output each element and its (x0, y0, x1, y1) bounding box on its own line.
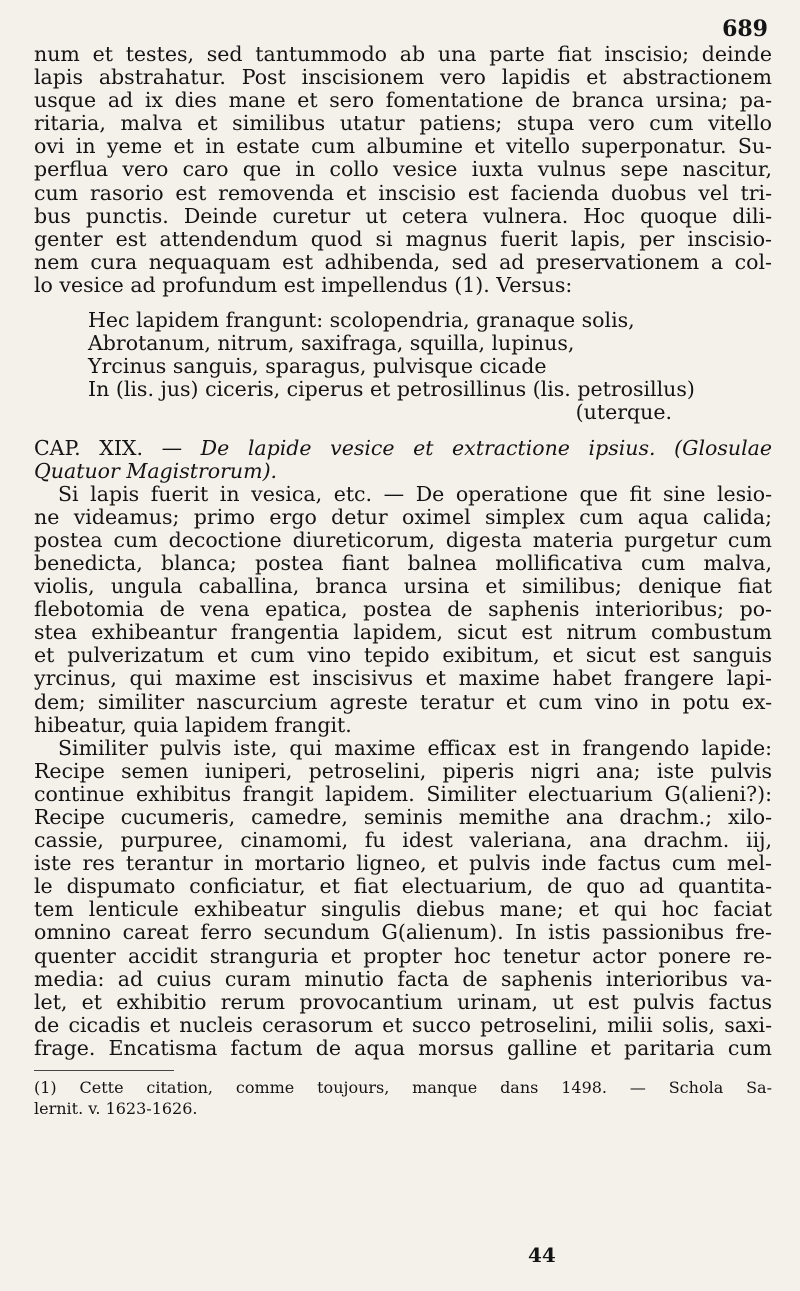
text-line: frage. Encatisma factum de aqua morsus galline et paritaria cum (34, 1036, 772, 1060)
text-line: Recipe cucumeris, camedre, seminis memithe ana drachm.; xilo- (34, 806, 772, 829)
book-page (34, 0, 772, 1291)
text-line: ovi in yeme et in estate cum albumine et vitello superponatur. Su- (34, 135, 772, 159)
text-line: Recipe semen iuniperi, petroselini, piperis nigri ana; iste pulvis (34, 759, 772, 783)
verse-line: Hec lapidem frangunt: scolopendria, granaque solis, (88, 308, 635, 333)
text-line: yrcinus, qui maxime est inscisivus et maxime habet frangere lapi- (34, 667, 772, 691)
text-line: genter est attendendum quod si magnus fuerit lapis, per inscisio- (34, 227, 772, 251)
chapter-title-continued: Quatuor Magistrorum). (34, 459, 278, 483)
footnote-line: (1) Cette citation, comme toujours, manque dans 1498. — Schola Sa- (34, 1078, 772, 1098)
text-line: flebotomia de vena epatica, postea de saphenis interioribus; po- (34, 598, 772, 622)
chapter-title: — De lapide vesice et extractione ipsius. (Glosulae (161, 436, 772, 460)
text-line: cassie, purpuree, cinamomi, fu idest valeriana, ana drachm. iij, (34, 829, 772, 853)
text-line: benedicta, blanca; postea fiant balnea mollificativa cum malva, (34, 551, 772, 575)
verse-line: (uterque. (575, 400, 672, 425)
page-number: 689 (722, 16, 768, 42)
text-line: ne videamus; primo ergo detur oximel simplex cum aqua calida; (34, 505, 772, 529)
text-line: et pulverizatum et cum vino tepido exibitum, et sicut est sanguis (34, 644, 772, 668)
text-line: Similiter pulvis iste, qui maxime efficax est in frangendo lapide: (58, 736, 772, 760)
text-line: let, et exhibitio rerum provocantium urinam, ut est pulvis factus (34, 990, 772, 1014)
footnote-rule (34, 1070, 174, 1071)
text-line: cum rasorio est removenda et inscisio est facienda duobus vel tri- (34, 181, 772, 205)
signature-mark: 44 (528, 1243, 556, 1267)
chapter-heading (34, 437, 772, 460)
text-line: nem cura nequaquam est adhibenda, sed ad preservationem a col- (34, 250, 772, 274)
footnote (34, 1077, 772, 1119)
text-line: postea cum decoctione diureticorum, digesta materia purgetur cum (34, 528, 772, 552)
paragraph-operation (34, 483, 772, 737)
text-line: de cicadis et nucleis cerasorum et succo petroselini, milii solis, saxi- (34, 1013, 772, 1037)
text-line: bus punctis. Deinde curetur ut cetera vulnera. Hoc quoque dili- (34, 204, 772, 228)
text-line: stea exhibeantur frangentia lapidem, sicut est nitrum combustum (34, 621, 772, 645)
text-line: violis, ungula caballina, branca ursina et similibus; denique fiat (34, 575, 772, 599)
text-line: omnino careat ferro secundum G(alienum). In istis passionibus fre- (34, 921, 772, 945)
text-line: dem; similiter nascurcium agreste teratur et cum vino in potu ex- (34, 690, 772, 714)
text-line: lapis abstrahatur. Post inscisionem vero lapidis et abstractionem (34, 66, 772, 90)
verse-line: Yrcinus sanguis, sparagus, pulvisque cicade (88, 354, 547, 379)
text-line: lo vesice ad profundum est impellendus (1). Versus: (34, 273, 573, 297)
text-line: continue exhibitus frangit lapidem. Similiter electuarium G(alieni?): (34, 782, 772, 806)
text-line: quenter accidit stranguria et propter hoc tenetur actor ponere re- (34, 944, 772, 968)
text-line: le dispumato conficiatur, et fiat electuarium, de quo ad quantita- (34, 875, 772, 899)
paragraph-continuation (34, 43, 772, 297)
text-line: tem lenticule exhibeatur singulis diebus mane; et qui hoc faciat (34, 898, 772, 922)
main-text (34, 43, 772, 1119)
text-line: hibeatur, quia lapidem frangit. (34, 713, 352, 737)
chapter-label: CAP. XIX. (34, 436, 144, 460)
paragraph-pulvis (34, 737, 772, 1060)
text-line: Si lapis fuerit in vesica, etc. — De operatione que fit sine lesio- (58, 482, 772, 506)
footnote-line: lernit. v. 1623-1626. (34, 1099, 198, 1119)
text-line: media: ad cuius curam minutio facta de saphenis interioribus va- (34, 967, 772, 991)
text-line: num et testes, sed tantummodo ab una parte fiat inscisio; deinde (34, 43, 772, 66)
verse-line: In (lis. jus) ciceris, ciperus et petrosillinus (lis. petrosillus) (88, 377, 695, 402)
text-line: perflua vero caro que in collo vesice iuxta vulnus sepe nascitur, (34, 158, 772, 182)
text-line: usque ad ix dies mane et sero fomentatione de branca ursina; pa- (34, 89, 772, 113)
verse-block (34, 309, 772, 424)
text-line: ritaria, malva et similibus utatur patiens; stupa vero cum vitello (34, 112, 772, 136)
text-line: iste res terantur in mortario ligneo, et pulvis inde factus cum mel- (34, 852, 772, 876)
verse-line: Abrotanum, nitrum, saxifraga, squilla, lupinus, (88, 331, 575, 356)
